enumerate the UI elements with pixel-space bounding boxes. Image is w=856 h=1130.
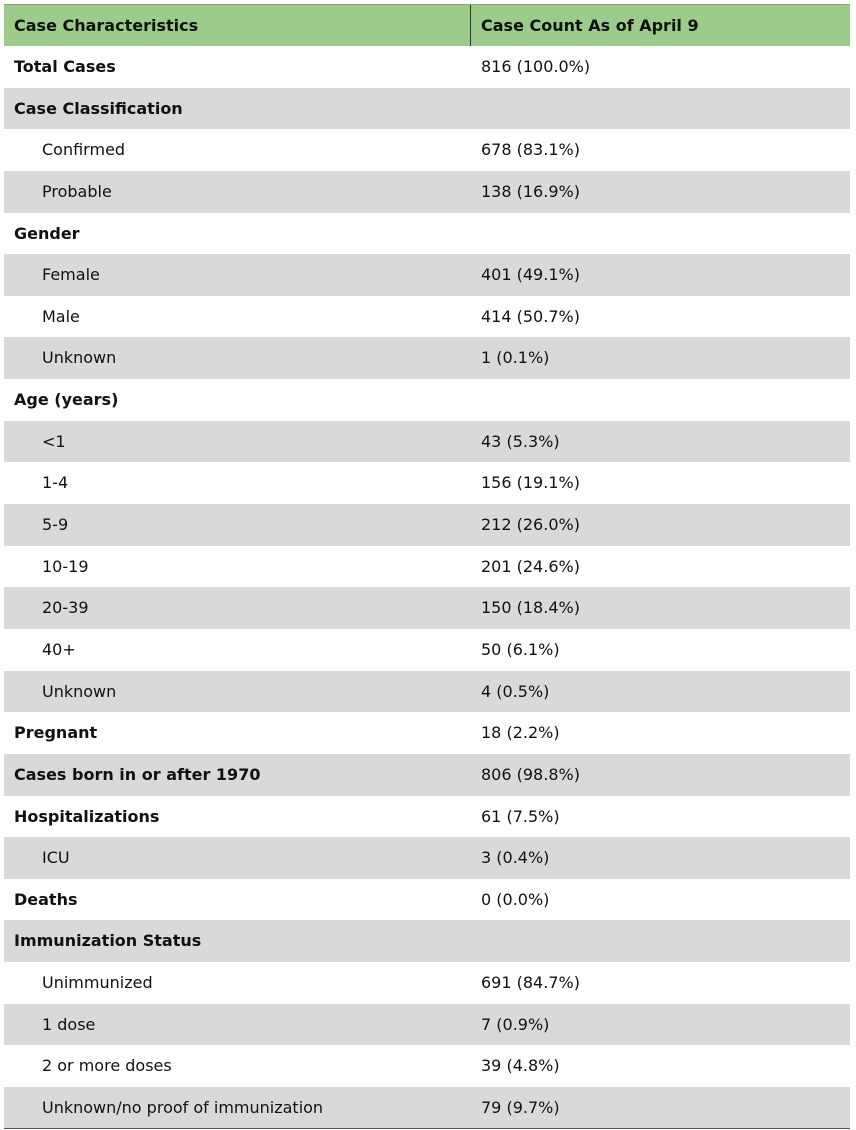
table-row <box>4 920 850 962</box>
row-label: 20-39 <box>42 598 89 618</box>
table-row <box>4 671 850 713</box>
row-label: Male <box>42 306 80 326</box>
row-label: 2 or more doses <box>42 1056 172 1076</box>
table-row <box>4 1004 850 1046</box>
row-label: ICU <box>42 848 70 868</box>
row-value: 678 (83.1%) <box>481 140 580 160</box>
row-value: 401 (49.1%) <box>481 265 580 285</box>
table-row <box>4 88 850 130</box>
table-row <box>4 587 850 629</box>
table-row <box>4 1087 850 1129</box>
table-body <box>4 46 850 1129</box>
row-label: Immunization Status <box>14 931 202 951</box>
row-label: Unimmunized <box>42 973 153 993</box>
row-value: 18 (2.2%) <box>481 723 560 743</box>
table-row <box>4 337 850 379</box>
row-value: 156 (19.1%) <box>481 473 580 493</box>
table-row <box>4 712 850 754</box>
row-value: 61 (7.5%) <box>481 806 560 826</box>
table-row <box>4 379 850 421</box>
row-value: 150 (18.4%) <box>481 598 580 618</box>
row-label: Case Classification <box>14 98 183 118</box>
row-label: Confirmed <box>42 140 126 160</box>
table-row <box>4 1045 850 1087</box>
row-label: Probable <box>42 181 112 201</box>
case-characteristics-table <box>4 4 850 1129</box>
table-bottom-rule <box>4 1128 850 1129</box>
row-value: 79 (9.7%) <box>481 1098 560 1118</box>
row-label: Deaths <box>14 889 78 909</box>
row-value: 0 (0.0%) <box>481 889 550 909</box>
row-label: Pregnant <box>14 723 98 743</box>
row-value: 691 (84.7%) <box>481 973 580 993</box>
row-label: Unknown/no proof of immunization <box>42 1098 324 1118</box>
row-value: 43 (5.3%) <box>481 431 560 451</box>
row-label: 10-19 <box>42 556 89 576</box>
row-label: <1 <box>42 431 66 451</box>
row-value: 806 (98.8%) <box>481 764 580 784</box>
table-row <box>4 754 850 796</box>
table-row <box>4 171 850 213</box>
table-row <box>4 504 850 546</box>
table-row <box>4 296 850 338</box>
row-value <box>471 920 850 962</box>
row-label: Age (years) <box>14 390 119 410</box>
header-case-count: Case Count As of April 9 <box>481 16 699 35</box>
row-value: 1 (0.1%) <box>481 348 550 368</box>
row-label: Gender <box>14 223 80 243</box>
table-row <box>4 837 850 879</box>
row-value: 212 (26.0%) <box>481 515 580 535</box>
row-value: 414 (50.7%) <box>481 306 580 326</box>
table-row <box>4 46 850 88</box>
row-label: 5-9 <box>42 515 69 535</box>
table-row <box>4 213 850 255</box>
row-label: Unknown <box>42 681 117 701</box>
row-label: Total Cases <box>14 57 116 76</box>
row-value <box>471 88 850 130</box>
row-value: 39 (4.8%) <box>481 1056 560 1076</box>
table-row <box>4 879 850 921</box>
row-label: 1 dose <box>42 1014 96 1034</box>
row-value: 4 (0.5%) <box>481 681 550 701</box>
row-label: Hospitalizations <box>14 806 160 826</box>
row-value <box>471 379 850 421</box>
table-row <box>4 629 850 671</box>
row-label: Unknown <box>42 348 117 368</box>
row-value: 3 (0.4%) <box>481 848 550 868</box>
table-row <box>4 421 850 463</box>
row-label: Cases born in or after 1970 <box>14 764 261 784</box>
table-row <box>4 796 850 838</box>
row-value: 7 (0.9%) <box>481 1014 550 1034</box>
table-row <box>4 546 850 588</box>
table-row <box>4 254 850 296</box>
row-value: 50 (6.1%) <box>481 639 560 659</box>
row-label: 40+ <box>42 639 76 659</box>
header-case-characteristics: Case Characteristics <box>4 5 471 46</box>
table-row <box>4 129 850 171</box>
table-header-row <box>4 4 850 46</box>
row-value: 201 (24.6%) <box>481 556 580 576</box>
row-label: 1-4 <box>42 473 69 493</box>
table-row <box>4 962 850 1004</box>
row-value: 138 (16.9%) <box>481 181 580 201</box>
row-value: 816 (100.0%) <box>481 57 591 76</box>
table-row <box>4 462 850 504</box>
row-value <box>471 213 850 255</box>
row-label: Female <box>42 265 100 285</box>
